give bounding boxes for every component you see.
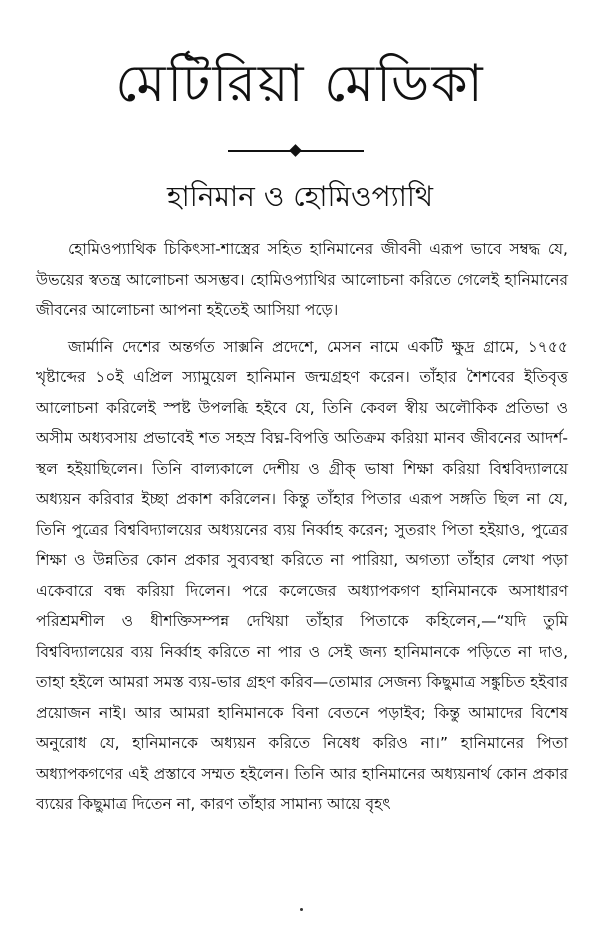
paragraph: হোমিওপ্যাথিক চিকিৎসা-শাস্ত্রের সহিত হানিমানের জীবনী এরূপ ভাবে সম্বদ্ধ যে, উভয়ের স্বতন্ত্র আলোচনা অসম্ভব। হোমিওপ্যাথির আলোচনা করিতে গেলেই হানিমানের জীবনের আলোচনা আপনা হইতেই আসিয়া পড়ে। xyxy=(36,240,568,319)
print-speck xyxy=(300,908,303,911)
divider-diamond-icon xyxy=(289,144,302,157)
paragraph: জার্মানি দেশের অন্তর্গত সাক্সনি প্রদেশে, মেসন নামে একটি ক্ষুদ্র গ্রামে, ১৭৫৫ খৃষ্টাব্দের ১০ই এপ্রিল স্যামুয়েল হানিমান জন্মগ্রহণ করেন। তাঁহার শৈশবের ইতিবৃত্ত আলোচনা করিলেই স্পষ্ট উপলব্ধি হইবে যে, তিনি কেবল স্বীয় অলৌকিক প্রতিভা ও অসীম অধ্যবসায় প্রভাবেই শত সহস্র বিঘ্ন-বিপত্তি অতিক্রম করিয়া মানব জীবনের আদর্শ-স্থল হইয়াছিলেন। তিনি বাল্যকালে দেশীয় ও গ্রীক্ ভাষা শিক্ষা করিয়া বিশ্ববিদ্যালয়ে অধ্যয়ন করিবার ইচ্ছা প্রকাশ করিলেন। কিন্তু তাঁহার পিতার এরূপ সঙ্গতি ছিল না যে, তিনি পুত্রের বিশ্ববিদ্যালয়ের অধ্যয়নের ব্যয় নির্ব্বাহ করেন; সুতরাং পিতা হইয়াও, পুত্রের শিক্ষা ও উন্নতির কোন প্রকার সুব্যবস্থা করিতে না পারিয়া, অগত্যা তাঁহার লেখা পড়া একেবারে বন্ধ করিয়া দিলেন। পরে কলেজের অধ্যাপকগণ হানিমানকে অসাধারণ পরিশ্রমশীল ও ধীশক্তিসম্পন্ন দেখিয়া তাঁহার পিতাকে কহিলেন,—“যদি তুমি বিশ্ববিদ্যালয়ের ব্যয় নির্ব্বাহ করিতে না পার ও সেই জন্য হানিমানকে পড়িতে না দাও, তাহা হইলে আমরা সমস্ত ব্যয়-ভার গ্রহণ করিব—তোমার সেজন্য কিছুমাত্র সঙ্কুচিত হইবার প্রয়োজন নাই। আর আমরা হানিমানকে বিনা বেতনে পড়াইব; কিন্তু আমাদের বিশেষ অনুরোধ যে, হানিমানকে অধ্যয়ন করিতে নিষেধ করিও না।” হানিমানের পিতা অধ্যাপকগণের এই প্রস্তাবে সম্মত হইলেন। তিনি আর হানিমানের অধ্যয়নার্থ কোন প্রকার ব্যয়ের কিছুমাত্র দিতেন না, কারণ তাঁহার সামান্য আয়ে বৃহৎ xyxy=(36,337,568,813)
page-title: মেটিরিয়া মেডিকা xyxy=(115,54,485,114)
section-heading: হানিমান ও হোমিওপ্যাথি xyxy=(166,180,434,213)
body-text xyxy=(36,234,568,820)
